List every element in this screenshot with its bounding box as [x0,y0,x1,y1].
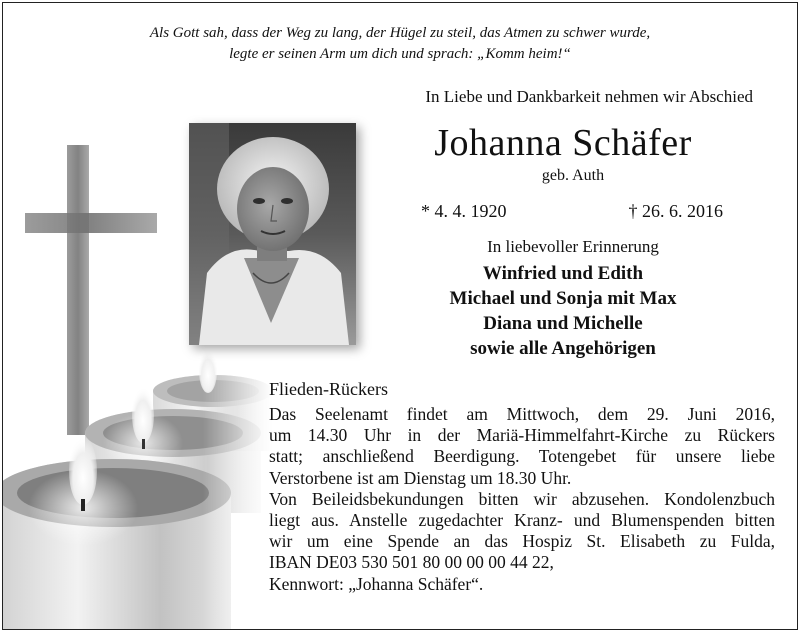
mourners-list [363,261,763,361]
body-line: IBAN DE03 530 501 80 00 00 00 44 22, [269,552,554,573]
body-line: um 14.30 Uhr in der Mariä-Himmelfahrt-Kirche zu Rückers [269,425,775,446]
mourner-line: Diana und Michelle [483,313,643,334]
death-date: † 26. 6. 2016 [628,201,723,221]
poem [43,23,757,65]
body-line: Verstorbene ist am Dienstag um 18.30 Uhr. [269,467,572,488]
body-line: statt; anschließend Beerdigung. Totengebet für unsere liebe [269,446,775,467]
poem-line: Als Gott sah, dass der Weg zu lang, der Hügel zu steil, das Atmen zu schwer wurde, [149,25,651,41]
portrait-photo [189,123,356,345]
body-line: Von Beileidsbekundungen bitten wir abzusehen. Kondolenzbuch [269,488,775,509]
obituary-notice [2,2,798,630]
farewell-line: In Liebe und Dankbarkeit nehmen wir Abschied [425,87,753,106]
deceased-name: Johanna Schäfer [434,122,692,164]
mourner-line: sowie alle Angehörigen [470,338,656,359]
mourner-line: Michael und Sonja mit Max [449,288,677,309]
body-line: wir um eine Spende an das Hospiz St. Elisabeth zu Fulda, [269,531,775,552]
poem-line: legte er seinen Arm um dich und sprach: „Komm heim!“ [229,46,571,62]
memory-line: In liebevoller Erinnerung [487,237,659,256]
birth-date: * 4. 4. 1920 [421,201,507,221]
body-line: liegt aus. Anstelle zugedachter Kranz- und Blumenspenden bitten [269,510,775,531]
mourner-line: Winfried und Edith [482,263,644,284]
place-name: Flieden-Rückers [269,379,388,399]
funeral-details [269,404,775,595]
body-line: Das Seelenamt findet am Mittwoch, dem 29. Juni 2016, [269,404,775,424]
maiden-name: geb. Auth [541,167,605,184]
body-line: Kennwort: „Johanna Schäfer“. [269,573,484,594]
